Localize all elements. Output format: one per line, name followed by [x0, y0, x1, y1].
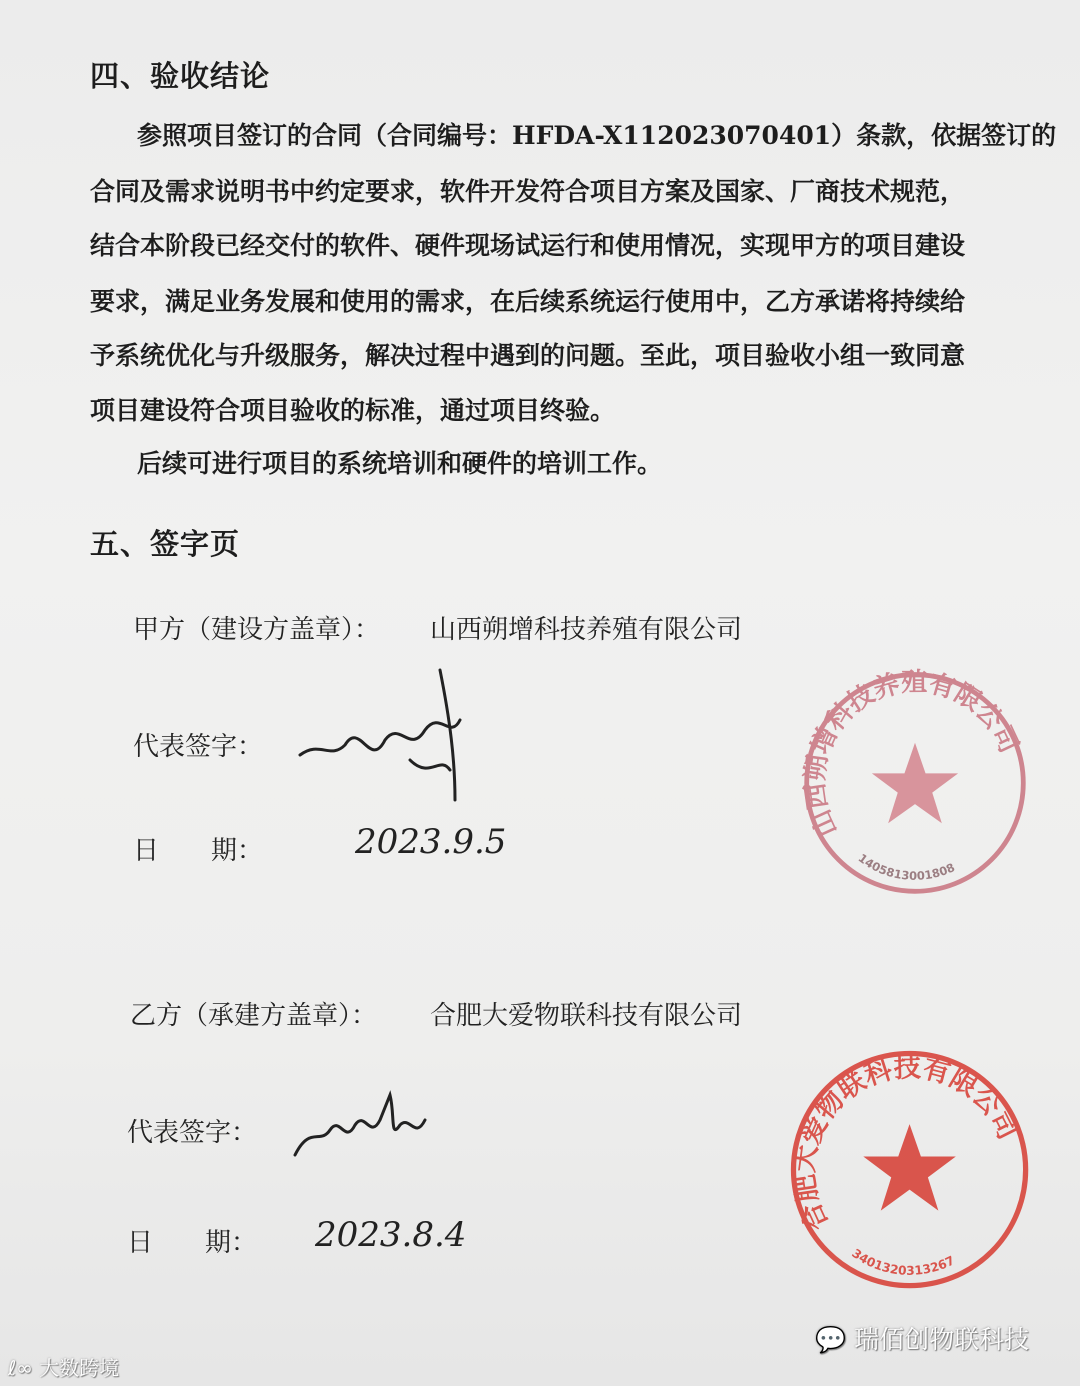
party-b-rep-label: 代表签字：	[127, 1118, 258, 1148]
party-a-handwritten-date: 2023.9.5	[355, 822, 507, 862]
party-b-company: 合肥大爱物联科技有限公司	[430, 1001, 743, 1031]
party-a-signature	[290, 660, 490, 810]
watermark-left	[8, 1352, 119, 1381]
party-a-label: 甲方（建设方盖章）：	[133, 615, 381, 645]
watermark-right-text: 瑞佰创物联科技	[854, 1325, 1030, 1354]
stamp-star-icon	[863, 1124, 956, 1210]
party-b-stamp-number: 3401320313267	[849, 1246, 957, 1278]
party-a-company: 山西朔增科技养殖有限公司	[430, 615, 743, 645]
party-a-stamp-text: 山西朔增科技养殖有限公司	[800, 667, 1024, 841]
paragraph-line: 合同及需求说明书中约定要求，软件开发符合项目方案及国家、厂商技术规范，	[90, 177, 966, 206]
party-b-stamp-text: 合肥大爱物联科技有限公司	[789, 1052, 1024, 1236]
paragraph-line: 结合本阶段已经交付的软件、硬件现场试运行和使用情况，实现甲方的项目建设	[90, 231, 966, 260]
training-paragraph: 后续可进行项目的系统培训和硬件的培训工作。	[137, 449, 663, 478]
paragraph-line: 予系统优化与升级服务，解决过程中遇到的问题。至此，项目验收小组一致同意	[90, 341, 966, 370]
party-b-date-label: 日 期：	[127, 1228, 258, 1258]
party-a-stamp-number: 1405813001808	[855, 850, 957, 883]
paragraph-line: 要求，满足业务发展和使用的需求，在后续系统运行使用中，乙方承诺将持续给	[90, 287, 966, 316]
party-b-stamp	[790, 1050, 1030, 1290]
party-b-handwritten-date: 2023.8.4	[315, 1215, 467, 1255]
party-b-label: 乙方（承建方盖章）：	[130, 1001, 378, 1031]
svg-text:1405813001808	[856, 851, 957, 883]
svg-text:3401320313267	[849, 1246, 957, 1278]
section-5-heading: 五、签字页	[90, 527, 241, 561]
party-a-stamp	[800, 668, 1030, 898]
party-b-signature	[290, 1085, 440, 1165]
wechat-icon: 💬	[815, 1325, 855, 1354]
section-4-heading: 四、验收结论	[90, 59, 271, 93]
watermark-right	[815, 1320, 1029, 1356]
watermark-left-text: 大数跨境	[39, 1356, 120, 1380]
party-a-rep-label: 代表签字：	[133, 732, 264, 762]
logo-icon: ℓ∞	[8, 1356, 40, 1380]
paragraph-line: 项目建设符合项目验收的标准，通过项目终验。	[90, 396, 616, 425]
party-a-date-label: 日 期：	[133, 836, 264, 866]
stamp-star-icon	[872, 743, 958, 824]
paragraph-line: 参照项目签订的合同（合同编号：HFDA-X112023070401）条款，依据签订的	[137, 121, 1057, 150]
